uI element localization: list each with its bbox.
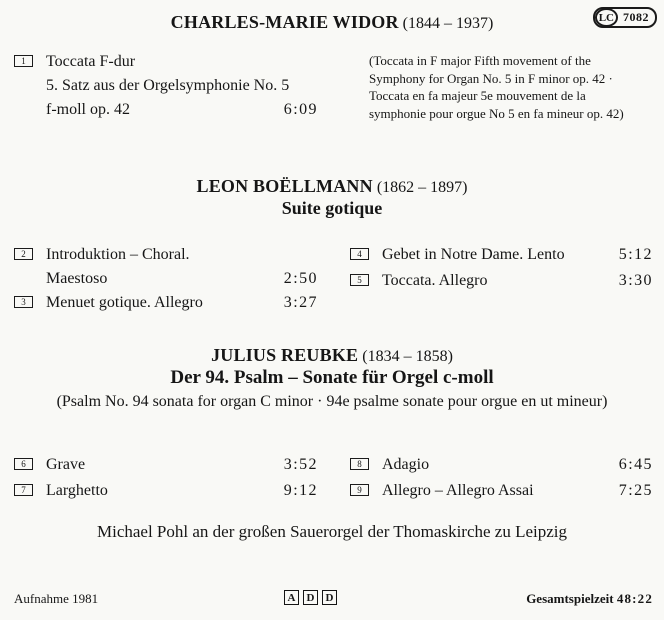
- note-line: symphonie pour orgue No 5 en fa mineur op. 42): [369, 105, 624, 121]
- track-row: [350, 479, 653, 503]
- performer-credit: Michael Pohl an der großen Sauerorgel der Thomaskirche zu Leipzig: [96, 522, 568, 541]
- track-row: [14, 267, 318, 291]
- note-line: (Toccata in F major Fifth movement of the: [369, 53, 591, 68]
- track-time: 5:12: [618, 246, 653, 263]
- track-title: Menuet gotique. Allegro: [46, 294, 203, 311]
- spars-letter-box: A: [284, 590, 299, 605]
- track-title: Toccata F-dur: [46, 53, 136, 70]
- boellmann-composer-years: (1862 – 1897): [376, 179, 468, 196]
- track-time: 3:27: [283, 294, 318, 311]
- track-row: [14, 291, 318, 315]
- widor-composer-name: CHARLES-MARIE WIDOR: [170, 12, 399, 32]
- spars-letter-box: D: [303, 590, 318, 605]
- reubke-track-list-left: [14, 453, 318, 503]
- track-number-box: 6: [14, 458, 33, 470]
- track-number-box: 2: [14, 248, 33, 260]
- spars-code: [284, 590, 337, 605]
- note-line: Symphony for Organ No. 5 in F minor op. 42 ·: [369, 70, 613, 86]
- track-title-continued: 5. Satz aus der Orgelsymphonie No. 5: [46, 77, 290, 94]
- track-number-box: 7: [14, 484, 33, 496]
- widor-heading: [0, 12, 664, 33]
- track-time: 9:12: [283, 482, 318, 499]
- reubke-heading: [0, 345, 664, 411]
- lc-number: 7082: [623, 10, 649, 24]
- boellmann-composer-line: [0, 176, 664, 197]
- track-number-box: 5: [350, 274, 369, 286]
- total-time-label: Gesamtspielzeit: [526, 591, 614, 606]
- track-title-continued: Maestoso: [46, 270, 108, 287]
- reubke-composer-name: JULIUS REUBKE: [211, 345, 359, 365]
- track-row: [14, 50, 318, 74]
- lc-oval-label: LC: [595, 8, 618, 27]
- spars-letter-box: D: [322, 590, 337, 605]
- track-title: Introduktion – Choral.: [46, 246, 190, 263]
- reubke-composer-years: (1834 – 1858): [362, 348, 453, 365]
- widor-track-list: [14, 50, 318, 122]
- track-row: [14, 243, 318, 267]
- total-playing-time: [526, 591, 653, 607]
- widor-composer-years: (1844 – 1937): [402, 15, 494, 32]
- track-title: Gebet in Notre Dame. Lento: [382, 246, 565, 263]
- recording-year: Aufnahme 1981: [14, 591, 99, 606]
- note-line: Toccata en fa majeur 5e mouvement de la: [369, 88, 586, 103]
- track-row: [14, 98, 318, 122]
- track-title: Toccata. Allegro: [382, 272, 488, 289]
- reubke-track-list-right: [350, 453, 653, 503]
- lc-code-badge: [593, 7, 657, 28]
- track-number-box: 1: [14, 55, 33, 67]
- boellmann-heading: [0, 176, 664, 219]
- boellmann-track-list-right: [350, 243, 653, 293]
- track-title: Grave: [46, 456, 86, 473]
- reubke-work-title: Der 94. Psalm – Sonate für Orgel c-moll: [170, 367, 494, 388]
- track-title-continued: f-moll op. 42: [46, 101, 130, 118]
- widor-translation-note: [369, 52, 661, 122]
- track-number-box: 9: [350, 484, 369, 496]
- track-row: [350, 453, 653, 477]
- track-time: 3:52: [283, 456, 318, 473]
- track-number-box: 8: [350, 458, 369, 470]
- track-time: 7:25: [618, 482, 653, 499]
- track-number-box: 4: [350, 248, 369, 260]
- track-row: [350, 269, 653, 293]
- track-time: 3:30: [618, 272, 653, 289]
- track-row: [350, 243, 653, 267]
- boellmann-track-list-left: [14, 243, 318, 315]
- total-time-value: 48:22: [616, 591, 653, 606]
- track-time: 2:50: [283, 270, 318, 287]
- track-row: [14, 74, 318, 98]
- reubke-composer-line: [0, 345, 664, 366]
- track-row: [14, 453, 318, 477]
- track-number-box: 3: [14, 296, 33, 308]
- track-time: 6:45: [618, 456, 653, 473]
- track-time: 6:09: [283, 101, 318, 118]
- boellmann-work-title: Suite gotique: [281, 198, 383, 218]
- boellmann-composer-name: LEON BOËLLMANN: [196, 176, 373, 196]
- track-title: Allegro – Allegro Assai: [382, 482, 534, 499]
- track-title: Larghetto: [46, 482, 108, 499]
- track-row: [14, 479, 318, 503]
- track-title: Adagio: [382, 456, 430, 473]
- reubke-work-subtitle: (Psalm No. 94 sonata for organ C minor · 94e psalme sonate pour orgue en ut mineur): [56, 393, 608, 410]
